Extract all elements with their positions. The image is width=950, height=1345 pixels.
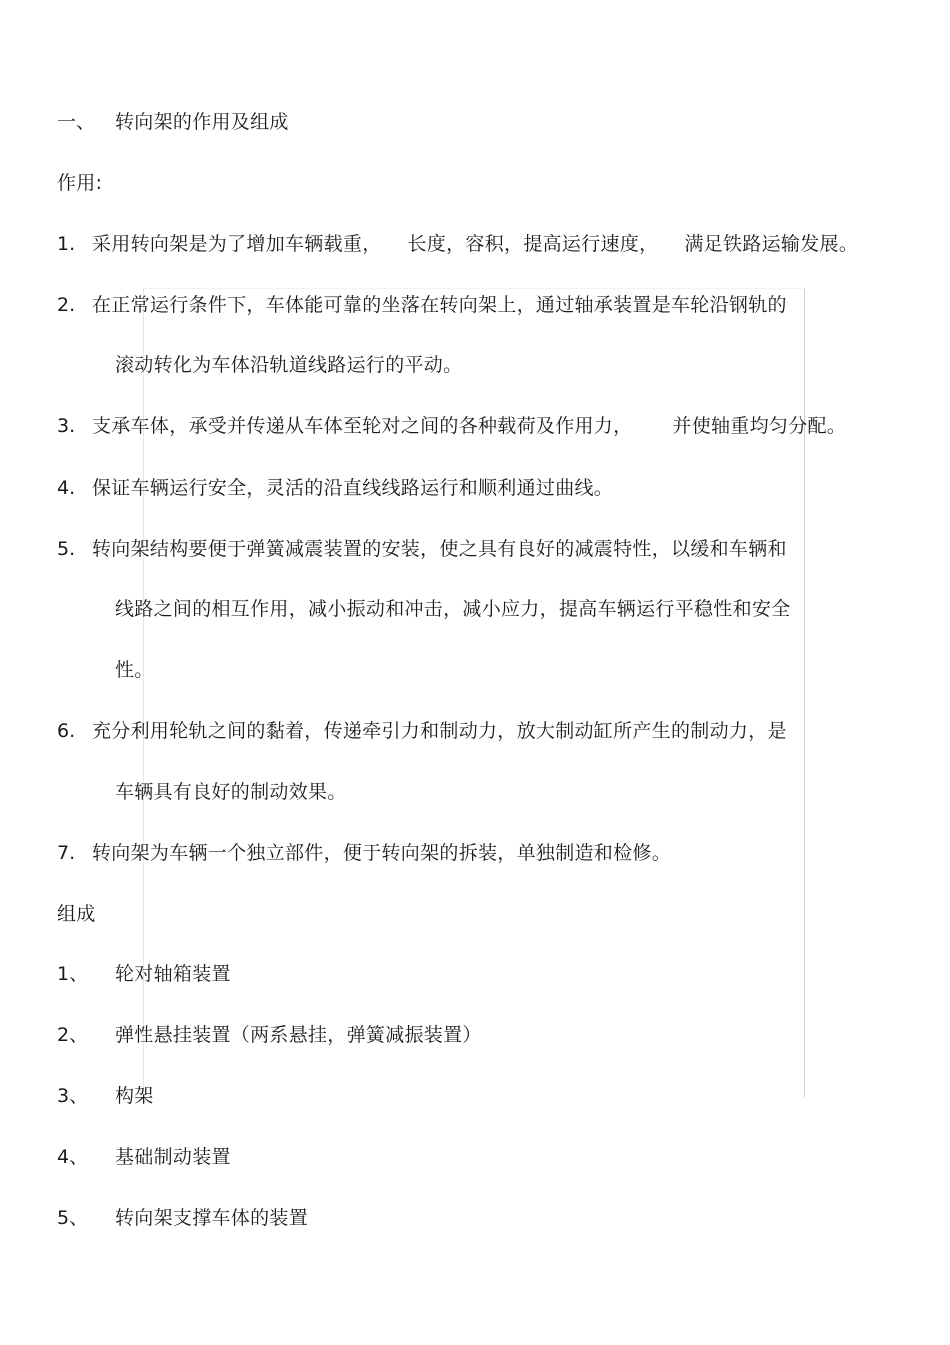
function-number: 6.: [57, 720, 76, 742]
component-number: 4、: [57, 1146, 89, 1168]
component-label: 轮对轴箱装置: [115, 963, 231, 985]
function-number: 4.: [57, 477, 76, 499]
function-number: 5.: [57, 538, 76, 560]
function-heading: 作用:: [57, 172, 103, 194]
function-number: 7.: [57, 842, 76, 864]
component-label: 基础制动装置: [115, 1146, 231, 1168]
page-frame: [143, 288, 805, 1097]
component-label: 构架: [115, 1085, 154, 1107]
function-text-part: 采用转向架是为了增加车辆载重，: [92, 233, 382, 255]
function-number: 1.: [57, 233, 76, 255]
function-text-part: 并使轴重均匀分配。: [672, 415, 847, 437]
component-label: 弹性悬挂装置（两系悬挂，弹簧减振装置）: [115, 1024, 482, 1046]
function-text-part: 满足铁路运输发展。: [684, 233, 859, 255]
component-number: 2、: [57, 1024, 89, 1046]
component-label: 转向架支撑车体的装置: [115, 1207, 309, 1229]
function-item-continuation: 车辆具有良好的制动效果。: [115, 781, 347, 803]
function-item-continuation: 性。: [115, 659, 154, 681]
function-text-part: 支承车体，承受并传递从车体至轮对之间的各种载荷及作用力，: [92, 415, 633, 437]
component-number: 3、: [57, 1085, 89, 1107]
function-item-text: 转向架结构要便于弹簧减震装置的安装，使之具有良好的减震特性，以缓和车辆和: [92, 538, 787, 560]
function-item-continuation: 滚动转化为车体沿轨道线路运行的平动。: [115, 354, 463, 376]
function-text-part: 长度，容积，提高运行速度，: [407, 233, 659, 255]
function-item-continuation: 线路之间的相互作用，减小振动和冲击，减小应力，提高车辆运行平稳性和安全: [115, 598, 791, 620]
composition-heading: 组成: [57, 903, 96, 925]
section-title: 转向架的作用及组成: [115, 111, 289, 133]
function-number: 3.: [57, 415, 76, 437]
function-item-text: 保证车辆运行安全，灵活的沿直线线路运行和顺利通过曲线。: [92, 477, 614, 499]
function-item-text: 转向架为车辆一个独立部件，便于转向架的拆装，单独制造和检修。: [92, 842, 672, 864]
function-item-text: [92, 414, 846, 438]
section-number: 一、: [57, 111, 96, 133]
function-number: 2.: [57, 294, 76, 316]
component-number: 1、: [57, 963, 89, 985]
function-item-text: 在正常运行条件下，车体能可靠的坐落在转向架上，通过轴承装置是车轮沿钢轨的: [92, 294, 787, 316]
function-item-text: [92, 232, 858, 256]
function-item-text: 充分利用轮轨之间的黏着，传递牵引力和制动力，放大制动缸所产生的制动力，是: [92, 720, 787, 742]
component-number: 5、: [57, 1207, 89, 1229]
